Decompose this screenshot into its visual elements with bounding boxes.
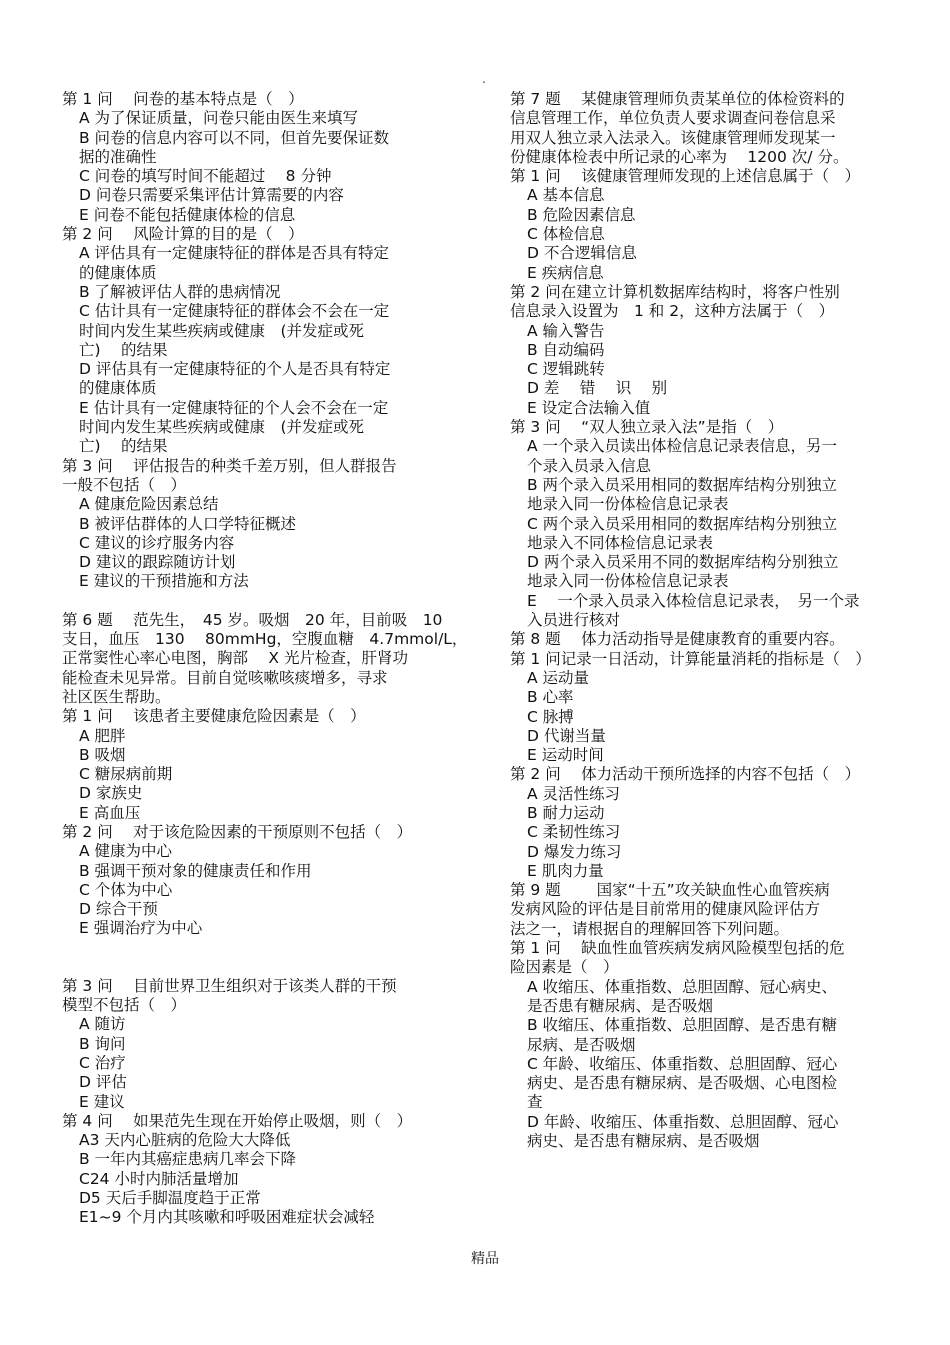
option-line: C 体检信息 [527,225,605,244]
option-line: 的健康体质 [79,263,157,282]
option-line: 亡) 的结果 [79,340,168,359]
option-line: E 一个录入员录入体检信息记录表， 另一个录 [527,591,860,610]
top-mark: . [482,72,486,86]
option-line: E 疾病信息 [527,263,604,282]
option-line: C 治疗 [79,1053,126,1072]
question-line: 第 2 问 对于该危险因素的干预原则不包括（ ） [62,822,413,841]
option-line: A 一个录入员读出体检信息记录表信息，另一 [527,437,838,456]
option-line: D 家族史 [79,784,143,803]
option-line: D 爆发力练习 [527,842,622,861]
question-line: 险因素是（ ） [510,958,619,977]
spacer [62,939,447,977]
option-line: D 问卷只需要采集评估计算需要的内容 [79,186,344,205]
option-line: A 收缩压、体重指数、总胆固醇、冠心病史、 [527,977,838,996]
spacer [62,592,447,611]
question-line: 份健康体检表中所记录的心率为 1200 次/ 分。 [510,147,849,166]
question-line: 一般不包括（ ） [62,475,187,494]
option-line: D 评估 [79,1073,127,1092]
option-line: A 输入警告 [527,321,605,340]
question-line: 模型不包括（ ） [62,996,187,1015]
question-line: 第 2 问 风险计算的目的是（ ） [62,225,304,244]
option-line: C 估计具有一定健康特征的群体会不会在一定 [79,302,390,321]
option-line: C 脉搏 [527,707,574,726]
question-line: 能检查未见异常。目前自觉咳嗽咳痰增多，寻求 [62,668,388,687]
option-line: 据的准确性 [79,147,157,166]
option-line: C 建议的诊疗服务内容 [79,533,235,552]
question-line: 发病风险的评估是目前常用的健康风险评估方 [510,900,821,919]
option-line: D 综合干预 [79,900,158,919]
option-line: C 年龄、收缩压、体重指数、总胆固醇、冠心 [527,1054,838,1073]
option-line: 时间内发生某些疾病或健康 (并发症或死 [79,321,365,340]
option-line: B 询问 [79,1034,126,1053]
option-line: E 问卷不能包括健康体检的信息 [79,205,296,224]
question-line: 第 4 问 如果范先生现在开始停止吸烟，则（ ） [62,1111,413,1130]
option-line: B 一年内其癌症患病几率会下降 [79,1150,297,1169]
question-line: 第 2 问 体力活动干预所选择的内容不包括（ ） [510,765,861,784]
question-line: 信息管理工作，单位负责人要求调查问卷信息采 [510,109,836,128]
question-line: 第 1 问 问卷的基本特点是（ ） [62,90,304,108]
question-line: 第 1 问记录一日活动，计算能量消耗的指标是（ ） [510,649,871,668]
option-line: 地录入同一份体检信息记录表 [527,572,729,591]
option-line: B 了解被评估人群的患病情况 [79,282,281,301]
option-line: E 运动时间 [527,746,604,765]
option-line: A 运动量 [527,668,590,687]
option-line: D 不合逻辑信息 [527,244,637,263]
question-line: 第 9 题 国家“十五”攻关缺血性心血管疾病 [510,881,830,900]
question-line: 第 8 题 体力活动指导是健康教育的重要内容。 [510,630,845,649]
question-line: 正常窦性心率心电图，胸部 X 光片检查，肝肾功 [62,649,408,668]
option-line: A 健康危险因素总结 [79,495,219,514]
option-line: B 心率 [527,688,574,707]
option-line: C24 小时内肺活量增加 [79,1169,239,1188]
option-line: 入员进行核对 [527,611,621,630]
option-line: A 评估具有一定健康特征的群体是否具有特定 [79,244,390,263]
right-column [510,90,910,1151]
option-line: C 逻辑跳转 [527,360,605,379]
option-line: E 建议的干预措施和方法 [79,572,249,591]
question-line: 第 3 问 评估报告的种类千差万别，但人群报告 [62,456,397,475]
option-line: B 强调干预对象的健康责任和作用 [79,861,312,880]
option-line: B 两个录入员采用相同的数据库结构分别独立 [527,475,838,494]
question-line: 第 1 问 缺血性血管疾病发病风险模型包括的危 [510,939,845,958]
option-line: A 随访 [79,1015,126,1034]
option-line: 地录入不同体检信息记录表 [527,533,714,552]
option-line: B 吸烟 [79,745,126,764]
question-line: 信息录入设置为 1 和 2，这种方法属于（ ） [510,302,835,321]
option-line: A 健康为中心 [79,842,173,861]
option-line: C 两个录入员采用相同的数据库结构分别独立 [527,514,838,533]
option-line: C 糖尿病前期 [79,765,173,784]
option-line: B 自动编码 [527,340,605,359]
option-line: B 收缩压、体重指数、总胆固醇、是否患有糖 [527,1016,838,1035]
question-line: 第 3 问 “双人独立录入法”是指（ ） [510,418,784,437]
question-line: 支日，血压 130 80mmHg，空腹血糖 4.7mmol/L， [62,630,468,649]
option-line: A 肥胖 [79,726,126,745]
option-line: C 个体为中心 [79,880,173,899]
question-line: 社区医生帮助。 [62,687,171,706]
option-line: B 问卷的信息内容可以不同，但首先要保证数 [79,128,390,147]
option-line: E1~9 个月内其咳嗽和呼吸困难症状会减轻 [79,1208,375,1227]
option-line: D 差 错 识 别 [527,379,668,398]
option-line: B 危险因素信息 [527,205,636,224]
left-column [62,90,468,1228]
option-line: B 被评估群体的人口学特征概述 [79,514,297,533]
option-line: E 强调治疗为中心 [79,919,203,938]
option-line: E 估计具有一定健康特征的个人会不会在一定 [79,398,389,417]
option-line: 病史、是否患有糖尿病、是否吸烟 [527,1132,760,1151]
option-line: 查 [527,1093,543,1112]
option-line: 是否患有糖尿病、是否吸烟 [527,996,714,1015]
option-line: D 建议的跟踪随访计划 [79,553,236,572]
option-line: 尿病、是否吸烟 [527,1035,636,1054]
option-line: 时间内发生某些疾病或健康 (并发症或死 [79,418,365,437]
question-line: 第 2 问在建立计算机数据库结构时，将客户性别 [510,282,840,301]
option-line: E 设定合法输入值 [527,398,651,417]
option-line: A 灵活性练习 [527,784,621,803]
question-line: 第 1 问 该患者主要健康危险因素是（ ） [62,707,366,726]
page-footer: 精品 [471,1251,499,1267]
option-line: C 问卷的填写时间不能超过 8 分钟 [79,167,332,186]
option-line: 个录入员录入信息 [527,456,652,475]
option-line: D 两个录入员采用不同的数据库结构分别独立 [527,553,839,572]
question-line: 第 6 题 范先生， 45 岁。吸烟 20 年，目前吸 10 [62,610,443,629]
question-line: 用双人独立录入法录入。该健康管理师发现某一 [510,128,836,147]
option-line: E 肌肉力量 [527,861,604,880]
question-line: 第 7 题 某健康管理师负责某单位的体检资料的 [510,90,845,108]
option-line: 的健康体质 [79,379,157,398]
option-line: C 柔韧性练习 [527,823,621,842]
option-line: D 年龄、收缩压、体重指数、总胆固醇、冠心 [527,1112,839,1131]
option-line: D 评估具有一定健康特征的个人是否具有特定 [79,360,391,379]
question-line: 第 3 问 目前世界卫生组织对于该类人群的干预 [62,976,397,995]
option-line: E 建议 [79,1092,125,1111]
option-line: D 代谢当量 [527,726,606,745]
question-line: 法之一，请根据自的理解回答下列问题。 [510,919,790,938]
option-line: 地录入同一份体检信息记录表 [527,495,729,514]
option-line: E 高血压 [79,803,141,822]
option-line: A 为了保证质量，问卷只能由医生来填写 [79,109,359,128]
option-line: 病史、是否患有糖尿病、是否吸烟、心电图检 [527,1074,838,1093]
question-line: 第 1 问 该健康管理师发现的上述信息属于（ ） [510,167,861,186]
option-line: 亡) 的结果 [79,437,168,456]
option-line: D5 天后手脚温度趋于正常 [79,1189,261,1208]
option-line: A 基本信息 [527,186,605,205]
option-line: A3 天内心脏病的危险大大降低 [79,1131,291,1150]
option-line: B 耐力运动 [527,803,605,822]
